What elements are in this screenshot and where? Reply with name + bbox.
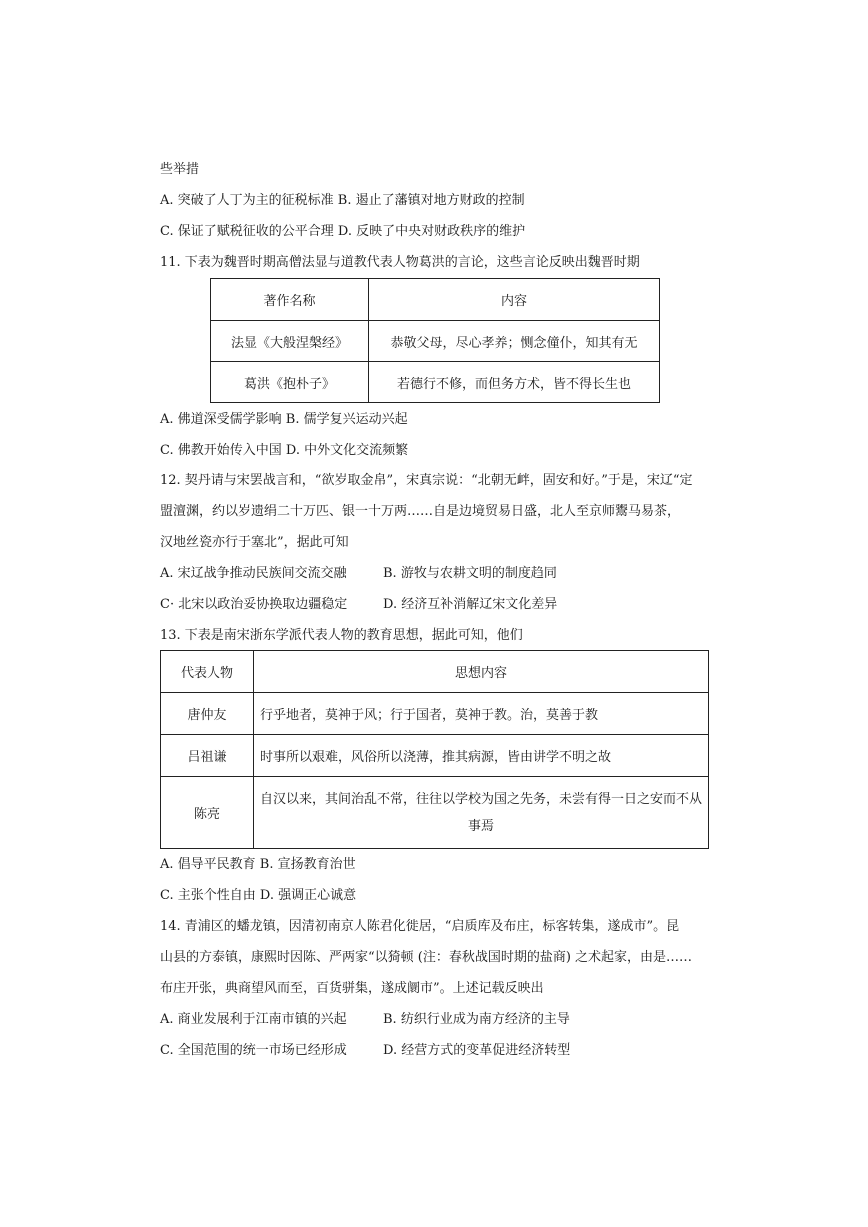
q11-row1-content: 恭敬父母，尽心孝养；恻念僮仆，知其有无 [369,321,660,362]
q11-header-work: 著作名称 [211,279,369,321]
q11-row1-work: 法显《大般涅槃经》 [211,321,369,362]
q11-table [210,278,660,403]
q12-stem-line3: 汉地丝瓷亦行于塞北”，据此可知 [160,535,349,550]
q11-options-cd: C. 佛教开始传入中国 D. 中外文化交流频繁 [160,443,409,458]
q11-row2-work: 葛洪《抱朴子》 [211,362,369,403]
q11-options-ab: A. 佛道深受儒学影响 B. 儒学复兴运动兴起 [160,412,408,427]
q14-option-d: D. 经营方式的变革促进经济转型 [383,1043,571,1058]
q13-stem: 13. 下表是南宋浙东学派代表人物的教育思想，据此可知，他们 [160,628,523,643]
q12-option-a: A. 宋辽战争推动民族间交流交融 [160,566,347,581]
q14-stem-line2: 山县的方泰镇，康熙时因陈、严两家“以猗顿 (注：春秋战国时期的盐商) 之术起家，由是…… [160,950,693,965]
q14-stem-line1: 14. 青浦区的蟠龙镇，因清初南京人陈君化徙居，“启质库及布庄，标客转集，遂成市”。昆 [160,919,680,934]
q13-row1-person: 唐仲友 [161,693,254,735]
q12-option-b: B. 游牧与农耕文明的制度趋同 [383,566,557,581]
q13-row3-thought: 自汉以来，其间治乱不常，往往以学校为国之先务，未尝有得一日之安而不从事焉 [254,777,709,849]
q13-row2-thought: 时事所以艰难，风俗所以浇薄，推其病源，皆由讲学不明之故 [254,735,709,777]
q12-option-d: D. 经济互补消解辽宋文化差异 [383,597,558,612]
q13-options-ab: A. 倡导平民教育 B. 宣扬教育治世 [160,857,356,872]
q14-option-b: B. 纺织行业成为南方经济的主导 [383,1012,570,1027]
q14-stem-line3: 布庄开张，典商望风而至，百货骈集，遂成阛市”。上述记载反映出 [160,981,544,996]
q12-option-c: C· 北宋以政治妥协换取边疆稳定 [160,597,348,612]
q11-stem: 11. 下表为魏晋时期高僧法显与道教代表人物葛洪的言论，这些言论反映出魏晋时期 [160,255,640,270]
q10-stem-tail: 些举措 [160,162,200,177]
q13-row1-thought: 行乎地者，莫神于风；行于国者，莫神于教。治，莫善于教 [254,693,709,735]
q13-header-person: 代表人物 [161,651,254,693]
q10-options-ab: A. 突破了人丁为主的征税标准 B. 遏止了藩镇对地方财政的控制 [160,193,525,208]
q13-row2-person: 吕祖谦 [161,735,254,777]
q12-stem-line2: 盟澶渊，约以岁遗绢二十万匹、银一十万两……自是边境贸易日盛，北人至京师鬻马易茶， [160,504,681,519]
q10-options-cd: C. 保证了赋税征收的公平合理 D. 反映了中央对财政秩序的维护 [160,224,526,239]
q11-header-content: 内容 [369,279,660,321]
q13-row3-person: 陈亮 [161,777,254,849]
q13-table [160,650,709,849]
q13-header-thought: 思想内容 [254,651,709,693]
q12-stem-line1: 12. 契丹请与宋罢战言和，“欲岁取金帛”，宋真宗说：“北朝无衅，固安和好。”于是，宋辽“定 [160,473,693,488]
q13-options-cd: C. 主张个性自由 D. 强调正心诚意 [160,888,357,903]
q14-option-c: C. 全国范围的统一市场已经形成 [160,1043,347,1058]
q14-option-a: A. 商业发展利于江南市镇的兴起 [160,1012,347,1027]
q11-row2-content: 若德行不修，而但务方术，皆不得长生也 [369,362,660,403]
